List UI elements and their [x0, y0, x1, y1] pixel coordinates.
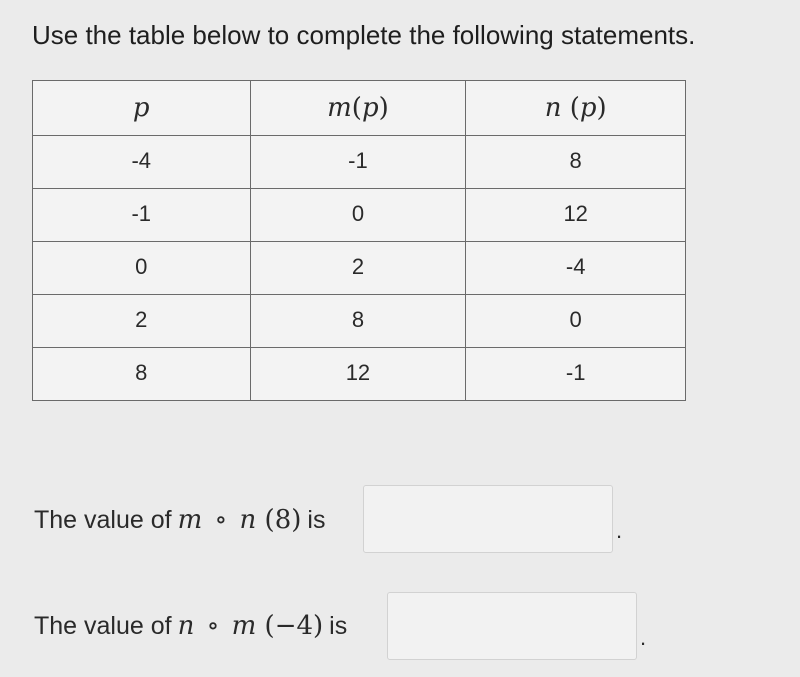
- composition-expression: n ∘ m (−4): [177, 611, 324, 641]
- cell-n: 0: [466, 295, 686, 348]
- cell-n: 12: [466, 189, 686, 242]
- cell-n: -4: [466, 242, 686, 295]
- answer-input-n-compose-m[interactable]: [387, 592, 637, 660]
- header-n-of-p: n (p): [466, 81, 686, 136]
- cell-p: 2: [33, 295, 251, 348]
- statement-suffix: is: [329, 611, 348, 640]
- composition-expression: m ∘ n (8): [177, 505, 302, 535]
- function-table: [32, 80, 686, 401]
- statement-prefix: The value of: [34, 505, 172, 534]
- cell-p: 8: [33, 348, 251, 401]
- header-p: p: [33, 81, 251, 136]
- cell-n: -1: [466, 348, 686, 401]
- table-row: [33, 295, 686, 348]
- cell-m: -1: [250, 136, 466, 189]
- cell-m: 8: [250, 295, 466, 348]
- cell-m: 0: [250, 189, 466, 242]
- table-row: [33, 136, 686, 189]
- header-m-of-p: m(p): [250, 81, 466, 136]
- cell-p: 0: [33, 242, 251, 295]
- table-row: [33, 242, 686, 295]
- instructions-text: Use the table below to complete the following statements.: [32, 20, 696, 50]
- statement-n-compose-m: [34, 611, 347, 641]
- table-row: [33, 348, 686, 401]
- cell-p: -1: [33, 189, 251, 242]
- cell-m: 12: [250, 348, 466, 401]
- statement-suffix: is: [307, 505, 326, 534]
- table-row: [33, 189, 686, 242]
- cell-n: 8: [466, 136, 686, 189]
- cell-m: 2: [250, 242, 466, 295]
- table-header-row: [33, 81, 686, 136]
- statement-m-compose-n: [34, 505, 325, 535]
- statement-period: .: [616, 518, 623, 543]
- statement-prefix: The value of: [34, 611, 172, 640]
- statement-period: .: [640, 625, 647, 650]
- answer-input-m-compose-n[interactable]: [363, 485, 613, 553]
- cell-p: -4: [33, 136, 251, 189]
